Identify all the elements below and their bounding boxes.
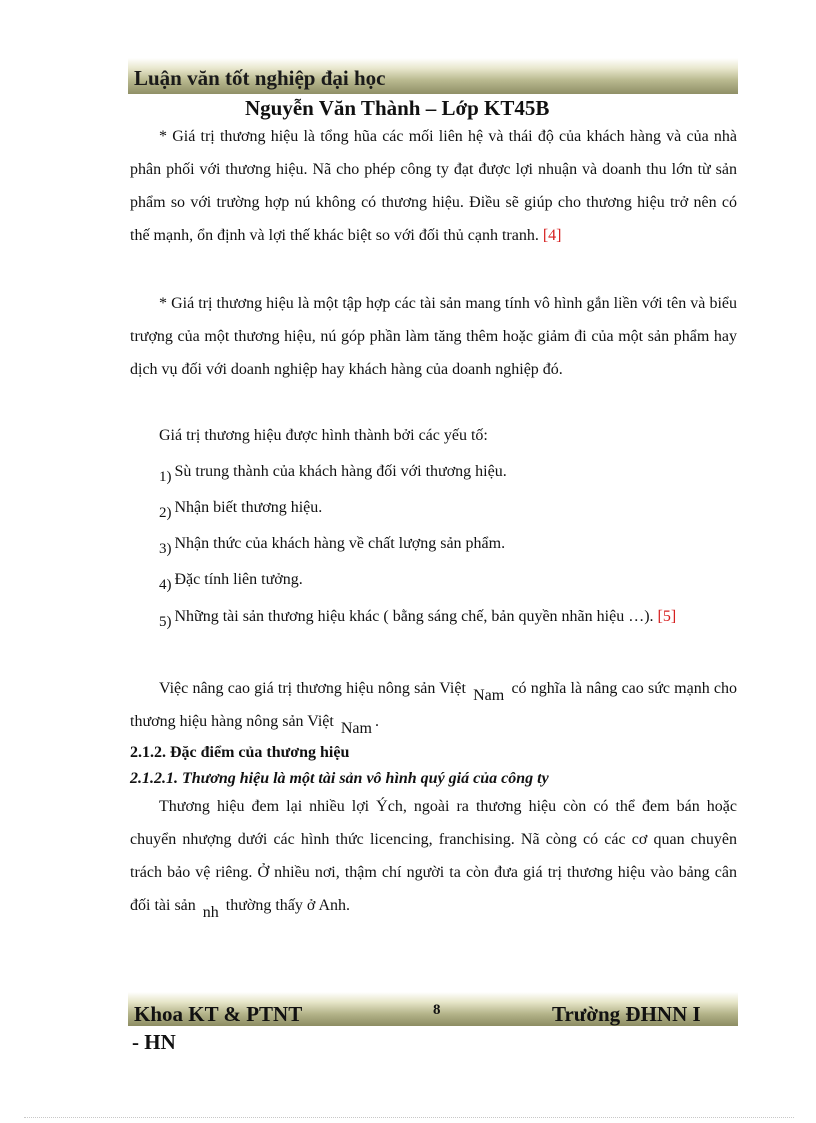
factors-intro: Giá trị thương hiệu được hình thành bởi các yếu tố:: [159, 427, 488, 444]
factor-number: 5): [159, 614, 172, 630]
factor-number: 4): [159, 577, 172, 593]
factor-text: Nhận thức của khách hàng về chất lượng sản phẩm.: [174, 535, 506, 552]
factor-item: [159, 499, 323, 521]
factor-text: Đặc tính liên tưởng.: [174, 571, 303, 588]
factor-item: [159, 535, 506, 557]
paragraph-text: Thương hiệu đem lại nhiều lợi Ých, ngoài ra thương hiệu còn có thể đem bán hoặc chuyển nhượng dưới các hình thức licencing, franchising. Nã còng có các cơ quan chuyên trách bảo vệ riêng. Ở nhiều nơi, thậm chí người ta còn đưa giá trị thương hiệu vào bảng cân đối tài sản: [130, 798, 737, 914]
factor-item: [159, 571, 303, 593]
inline-word: nh: [202, 904, 219, 921]
factor-item-5: [130, 600, 737, 634]
factor-item: [159, 463, 507, 485]
citation-5: [5]: [657, 608, 677, 625]
factor-text: Những tài sản thương hiệu khác ( bằng sáng chế, bản quyền nhãn hiệu …).: [174, 608, 654, 625]
factor-text: Nhận biết thương hiệu.: [174, 499, 323, 516]
inline-word: Nam: [473, 687, 505, 704]
page-bottom-divider: [24, 1117, 794, 1118]
paragraph-intangible-asset: [130, 790, 737, 922]
factor-text: Sù trung thành của khách hàng đối với thương hiệu.: [174, 463, 507, 480]
paragraph-vietnam-agri: [130, 672, 737, 738]
paragraph-brand-value-1: [130, 120, 737, 252]
factor-number: 2): [159, 505, 172, 521]
footer-continuation: - HN: [132, 1030, 176, 1054]
footer-university: Trường ĐHNN I: [552, 1002, 701, 1026]
inline-word: Nam: [340, 720, 372, 737]
period: .: [374, 713, 379, 730]
header-title: Luận văn tốt nghiệp đại học: [134, 66, 386, 90]
paragraph-text: * Giá trị thương hiệu là tổng hũa các mối liên hệ và thái độ của khách hàng và của nhà phân phối với thương hiệu. Nã cho phép công ty đạt được lợi nhuận và doanh thu lớn từ sản phẩm so với trường hợp nú không có thương hiệu. Điều sẽ giúp cho thương hiệu trở nên có thế mạnh, ổn định và lợi thế khác biệt so với đối thủ cạnh tranh.: [130, 128, 737, 244]
subsection-heading: 2.1.2.1. Thương hiệu là một tài sản vô hình quý giá của công ty: [130, 770, 549, 787]
factor-number: 1): [159, 469, 172, 485]
citation-4: [4]: [542, 227, 562, 244]
paragraph-text: có nghĩa là nâng cao sức mạnh cho thương hiệu hàng nông sản Việt: [130, 680, 738, 730]
author-line: Nguyễn Văn Thành – Lớp KT45B: [245, 96, 550, 120]
page-number: 8: [433, 1002, 441, 1018]
paragraph-text: thường thấy ở Anh.: [225, 897, 351, 914]
paragraph-brand-value-2: * Giá trị thương hiệu là một tập hợp các tài sản mang tính vô hình gắn liền với tên và biểu trượng của một thương hiệu, nú góp phần làm tăng thêm hoặc giảm đi của một sản phẩm hay dịch vụ đối với doanh nghiệp hay khách hàng của doanh nghiệp đó.: [130, 295, 737, 378]
factor-number: 3): [159, 541, 172, 557]
footer-faculty: Khoa KT & PTNT: [134, 1002, 303, 1026]
section-heading: 2.1.2. Đặc điểm của thương hiệu: [130, 744, 350, 761]
paragraph-text: Việc nâng cao giá trị thương hiệu nông sản Việt: [159, 680, 466, 697]
